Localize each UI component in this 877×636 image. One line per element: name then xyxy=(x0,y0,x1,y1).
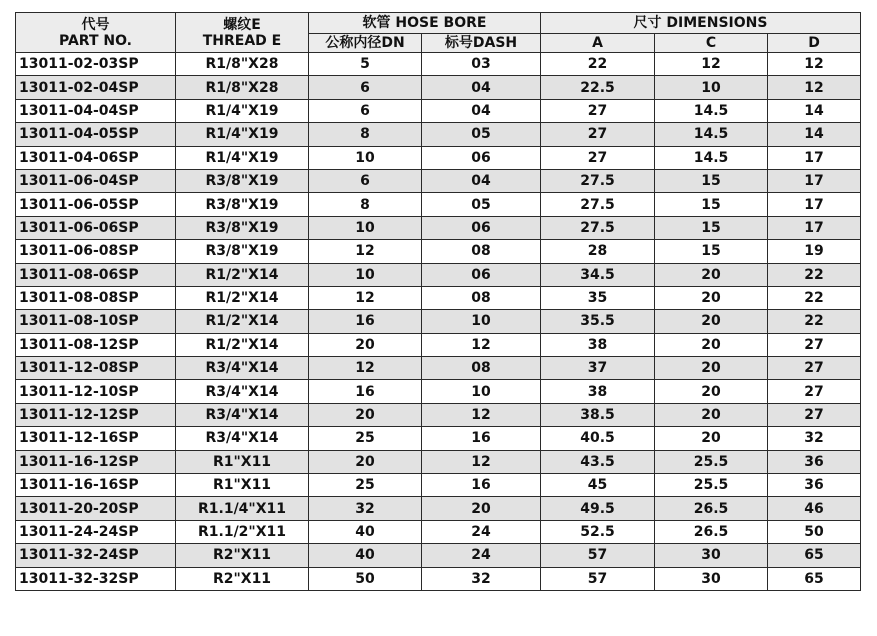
part-no-cell: 13011-16-16SP xyxy=(16,474,176,497)
dim-d-cell: 17 xyxy=(768,169,861,192)
header-dim-d: D xyxy=(768,34,861,53)
thread-cell: R2"X11 xyxy=(176,544,309,567)
dash-cell: 05 xyxy=(422,123,541,146)
thread-cell: R3/4"X14 xyxy=(176,427,309,450)
dim-c-cell: 20 xyxy=(655,333,768,356)
spec-table-container xyxy=(15,12,861,591)
dim-c-cell: 20 xyxy=(655,357,768,380)
dim-c-cell: 15 xyxy=(655,169,768,192)
thread-cell: R3/8"X19 xyxy=(176,240,309,263)
thread-cell: R1/4"X19 xyxy=(176,123,309,146)
header-part-no-zh: 代号 xyxy=(81,16,110,33)
thread-cell: R3/4"X14 xyxy=(176,357,309,380)
dim-d-cell: 27 xyxy=(768,333,861,356)
dn-cell: 16 xyxy=(309,380,422,403)
dash-cell: 10 xyxy=(422,310,541,333)
header-part-no xyxy=(16,13,176,53)
dn-cell: 16 xyxy=(309,310,422,333)
dn-cell: 8 xyxy=(309,193,422,216)
dim-a-cell: 27 xyxy=(541,123,655,146)
dn-cell: 5 xyxy=(309,53,422,76)
thread-cell: R1/8"X28 xyxy=(176,53,309,76)
dim-d-cell: 12 xyxy=(768,53,861,76)
table-row xyxy=(16,427,861,450)
dim-c-cell: 12 xyxy=(655,53,768,76)
dim-d-cell: 27 xyxy=(768,380,861,403)
thread-cell: R1/4"X19 xyxy=(176,99,309,122)
dim-a-cell: 28 xyxy=(541,240,655,263)
dim-d-cell: 50 xyxy=(768,520,861,543)
dn-cell: 40 xyxy=(309,520,422,543)
dim-c-cell: 20 xyxy=(655,427,768,450)
table-row xyxy=(16,53,861,76)
dn-cell: 32 xyxy=(309,497,422,520)
dash-cell: 06 xyxy=(422,216,541,239)
dim-c-cell: 15 xyxy=(655,216,768,239)
part-no-cell: 13011-20-20SP xyxy=(16,497,176,520)
dash-cell: 10 xyxy=(422,380,541,403)
table-row xyxy=(16,497,861,520)
dn-cell: 50 xyxy=(309,567,422,590)
table-row xyxy=(16,333,861,356)
dim-c-cell: 20 xyxy=(655,403,768,426)
dim-c-cell: 14.5 xyxy=(655,99,768,122)
part-no-cell: 13011-02-04SP xyxy=(16,76,176,99)
dash-cell: 24 xyxy=(422,544,541,567)
dash-cell: 03 xyxy=(422,53,541,76)
dim-d-cell: 19 xyxy=(768,240,861,263)
table-row xyxy=(16,520,861,543)
thread-cell: R1/2"X14 xyxy=(176,263,309,286)
part-no-cell: 13011-04-04SP xyxy=(16,99,176,122)
dn-cell: 25 xyxy=(309,474,422,497)
header-dim-c: C xyxy=(655,34,768,53)
table-row xyxy=(16,357,861,380)
dim-c-cell: 15 xyxy=(655,240,768,263)
dim-c-cell: 30 xyxy=(655,544,768,567)
thread-cell: R3/4"X14 xyxy=(176,403,309,426)
dim-a-cell: 35 xyxy=(541,286,655,309)
dn-cell: 10 xyxy=(309,263,422,286)
dim-a-cell: 57 xyxy=(541,567,655,590)
dim-c-cell: 20 xyxy=(655,310,768,333)
dn-cell: 12 xyxy=(309,357,422,380)
dim-a-cell: 49.5 xyxy=(541,497,655,520)
dash-cell: 05 xyxy=(422,193,541,216)
dim-a-cell: 37 xyxy=(541,357,655,380)
dim-c-cell: 20 xyxy=(655,263,768,286)
dim-a-cell: 38 xyxy=(541,380,655,403)
table-row xyxy=(16,169,861,192)
table-row xyxy=(16,450,861,473)
table-row xyxy=(16,76,861,99)
dn-cell: 6 xyxy=(309,169,422,192)
dim-a-cell: 22.5 xyxy=(541,76,655,99)
dim-d-cell: 65 xyxy=(768,567,861,590)
part-no-cell: 13011-08-12SP xyxy=(16,333,176,356)
table-body xyxy=(16,53,861,591)
part-no-cell: 13011-06-08SP xyxy=(16,240,176,263)
table-row xyxy=(16,544,861,567)
thread-cell: R3/4"X14 xyxy=(176,380,309,403)
dim-d-cell: 65 xyxy=(768,544,861,567)
part-no-cell: 13011-02-03SP xyxy=(16,53,176,76)
dim-c-cell: 15 xyxy=(655,193,768,216)
dn-cell: 12 xyxy=(309,286,422,309)
dim-a-cell: 34.5 xyxy=(541,263,655,286)
thread-cell: R1"X11 xyxy=(176,450,309,473)
part-no-cell: 13011-08-10SP xyxy=(16,310,176,333)
dim-c-cell: 20 xyxy=(655,380,768,403)
dn-cell: 20 xyxy=(309,333,422,356)
dash-cell: 06 xyxy=(422,263,541,286)
dim-a-cell: 40.5 xyxy=(541,427,655,450)
dim-c-cell: 30 xyxy=(655,567,768,590)
header-part-no-en: PART NO. xyxy=(58,32,132,49)
part-no-cell: 13011-12-10SP xyxy=(16,380,176,403)
dn-cell: 8 xyxy=(309,123,422,146)
dim-a-cell: 52.5 xyxy=(541,520,655,543)
dim-d-cell: 17 xyxy=(768,146,861,169)
dim-d-cell: 22 xyxy=(768,286,861,309)
dim-a-cell: 27.5 xyxy=(541,216,655,239)
part-no-cell: 13011-04-06SP xyxy=(16,146,176,169)
dim-d-cell: 36 xyxy=(768,474,861,497)
dim-c-cell: 26.5 xyxy=(655,520,768,543)
dim-c-cell: 25.5 xyxy=(655,450,768,473)
part-no-cell: 13011-32-32SP xyxy=(16,567,176,590)
table-row xyxy=(16,193,861,216)
thread-cell: R1/2"X14 xyxy=(176,286,309,309)
dash-cell: 08 xyxy=(422,286,541,309)
thread-cell: R3/8"X19 xyxy=(176,193,309,216)
part-no-cell: 13011-12-12SP xyxy=(16,403,176,426)
dim-a-cell: 27 xyxy=(541,99,655,122)
part-no-cell: 13011-08-08SP xyxy=(16,286,176,309)
part-no-cell: 13011-16-12SP xyxy=(16,450,176,473)
dash-cell: 12 xyxy=(422,403,541,426)
dim-c-cell: 25.5 xyxy=(655,474,768,497)
dim-c-cell: 14.5 xyxy=(655,123,768,146)
table-row xyxy=(16,310,861,333)
table-row xyxy=(16,123,861,146)
part-no-cell: 13011-32-24SP xyxy=(16,544,176,567)
dash-cell: 06 xyxy=(422,146,541,169)
dim-a-cell: 22 xyxy=(541,53,655,76)
dim-d-cell: 12 xyxy=(768,76,861,99)
spec-table xyxy=(15,12,861,591)
dim-d-cell: 14 xyxy=(768,123,861,146)
dash-cell: 16 xyxy=(422,427,541,450)
dim-a-cell: 38 xyxy=(541,333,655,356)
dim-d-cell: 27 xyxy=(768,357,861,380)
thread-cell: R1/2"X14 xyxy=(176,310,309,333)
table-row xyxy=(16,99,861,122)
thread-cell: R1/2"X14 xyxy=(176,333,309,356)
table-row xyxy=(16,240,861,263)
thread-cell: R1/4"X19 xyxy=(176,146,309,169)
dn-cell: 25 xyxy=(309,427,422,450)
dim-c-cell: 26.5 xyxy=(655,497,768,520)
dim-c-cell: 20 xyxy=(655,286,768,309)
dash-cell: 04 xyxy=(422,99,541,122)
dash-cell: 16 xyxy=(422,474,541,497)
header-thread xyxy=(176,13,309,53)
dim-a-cell: 27.5 xyxy=(541,169,655,192)
thread-cell: R2"X11 xyxy=(176,567,309,590)
part-no-cell: 13011-24-24SP xyxy=(16,520,176,543)
dash-cell: 20 xyxy=(422,497,541,520)
dash-cell: 04 xyxy=(422,76,541,99)
dn-cell: 10 xyxy=(309,216,422,239)
table-row xyxy=(16,567,861,590)
dim-d-cell: 17 xyxy=(768,216,861,239)
part-no-cell: 13011-06-05SP xyxy=(16,193,176,216)
header-thread-en: THREAD E xyxy=(202,32,282,49)
dim-d-cell: 46 xyxy=(768,497,861,520)
dim-d-cell: 36 xyxy=(768,450,861,473)
dim-a-cell: 43.5 xyxy=(541,450,655,473)
thread-cell: R1.1/4"X11 xyxy=(176,497,309,520)
header-dash: 标号DASH xyxy=(422,34,541,53)
part-no-cell: 13011-06-04SP xyxy=(16,169,176,192)
dn-cell: 10 xyxy=(309,146,422,169)
thread-cell: R3/8"X19 xyxy=(176,216,309,239)
dash-cell: 12 xyxy=(422,333,541,356)
dn-cell: 12 xyxy=(309,240,422,263)
dn-cell: 20 xyxy=(309,450,422,473)
dim-a-cell: 27 xyxy=(541,146,655,169)
part-no-cell: 13011-06-06SP xyxy=(16,216,176,239)
part-no-cell: 13011-08-06SP xyxy=(16,263,176,286)
dim-d-cell: 22 xyxy=(768,263,861,286)
dash-cell: 08 xyxy=(422,240,541,263)
dn-cell: 6 xyxy=(309,99,422,122)
thread-cell: R1.1/2"X11 xyxy=(176,520,309,543)
dim-a-cell: 57 xyxy=(541,544,655,567)
header-thread-zh: 螺纹E xyxy=(223,16,261,33)
table-row xyxy=(16,380,861,403)
dash-cell: 04 xyxy=(422,169,541,192)
thread-cell: R3/8"X19 xyxy=(176,169,309,192)
table-row xyxy=(16,286,861,309)
table-row xyxy=(16,263,861,286)
dim-a-cell: 38.5 xyxy=(541,403,655,426)
dim-c-cell: 10 xyxy=(655,76,768,99)
thread-cell: R1/8"X28 xyxy=(176,76,309,99)
dim-c-cell: 14.5 xyxy=(655,146,768,169)
header-hose-bore: 软管 HOSE BORE xyxy=(309,13,541,34)
table-row xyxy=(16,403,861,426)
dn-cell: 6 xyxy=(309,76,422,99)
dim-a-cell: 45 xyxy=(541,474,655,497)
dim-a-cell: 27.5 xyxy=(541,193,655,216)
dn-cell: 40 xyxy=(309,544,422,567)
header-dim-a: A xyxy=(541,34,655,53)
dim-a-cell: 35.5 xyxy=(541,310,655,333)
dash-cell: 08 xyxy=(422,357,541,380)
part-no-cell: 13011-12-16SP xyxy=(16,427,176,450)
dim-d-cell: 17 xyxy=(768,193,861,216)
table-row xyxy=(16,146,861,169)
table-row xyxy=(16,216,861,239)
header-dimensions: 尺寸 DIMENSIONS xyxy=(541,13,861,34)
dash-cell: 12 xyxy=(422,450,541,473)
part-no-cell: 13011-04-05SP xyxy=(16,123,176,146)
dim-d-cell: 32 xyxy=(768,427,861,450)
dim-d-cell: 22 xyxy=(768,310,861,333)
header-dn: 公称内径DN xyxy=(309,34,422,53)
part-no-cell: 13011-12-08SP xyxy=(16,357,176,380)
dim-d-cell: 14 xyxy=(768,99,861,122)
dn-cell: 20 xyxy=(309,403,422,426)
dim-d-cell: 27 xyxy=(768,403,861,426)
table-row xyxy=(16,474,861,497)
dash-cell: 32 xyxy=(422,567,541,590)
dash-cell: 24 xyxy=(422,520,541,543)
thread-cell: R1"X11 xyxy=(176,474,309,497)
